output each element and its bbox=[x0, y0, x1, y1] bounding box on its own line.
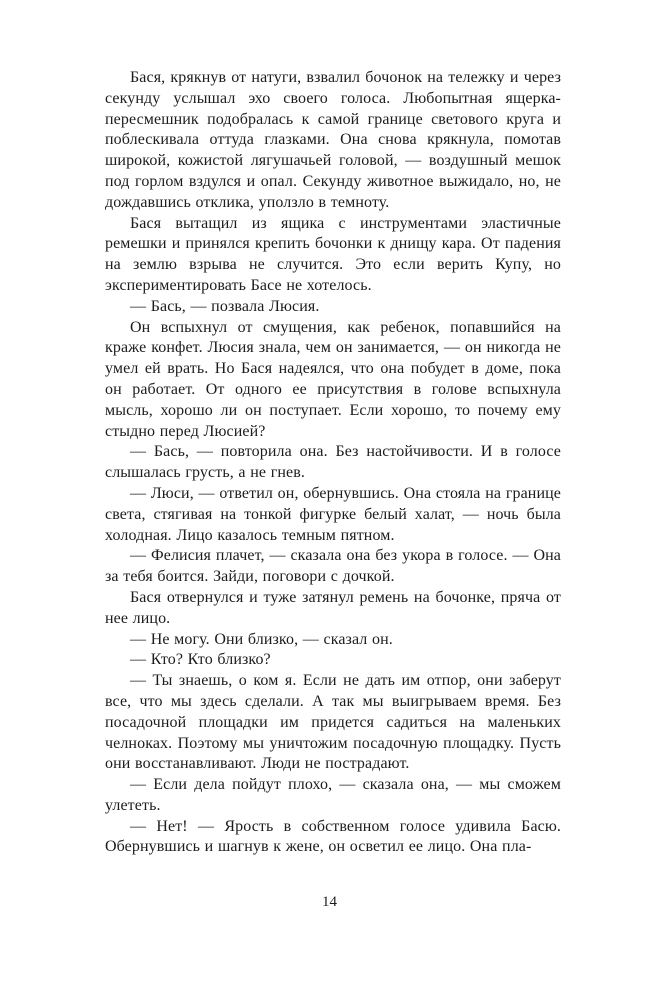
paragraph-dialogue: — Нет! — Ярость в собственном голосе удивила Басю. Обернувшись и шагнув к жене, он осветил ее лицо. Она пла- bbox=[105, 817, 561, 856]
paragraph-dialogue: — Ты знаешь, о ком я. Если не дать им отпор, они заберут все, что мы здесь сделали. А так мы выигрываем время. Без посадочной площадки им придется садиться на маленьких челноках. Поэтому мы уничтожим посадочную площадку. Пусть они восстанавливают. Люди не пострадают. bbox=[105, 672, 561, 773]
paragraph-dialogue: — Если дела пойдут плохо, — сказала она, — мы сможем улететь. bbox=[105, 776, 561, 814]
paragraph-dialogue: — Фелисия плачет, — сказала она без укора в голосе. — Она за тебя боится. Зайди, поговори с дочкой. bbox=[105, 547, 561, 586]
paragraph-dialogue: — Люси, — ответил он, обернувшись. Она стояла на границе света, стягивая на тонкой фигурке белый халат, — ночь была холодная. Лицо казалось темным пятном. bbox=[105, 484, 561, 544]
paragraph: Бася отвернулся и туже затянул ремень на бочонке, пряча от нее лицо. bbox=[105, 588, 561, 627]
page-number: 14 bbox=[322, 894, 337, 910]
text-block bbox=[105, 68, 561, 858]
paragraph-dialogue: — Бась, — позвала Люсия. bbox=[130, 297, 320, 315]
paragraph-dialogue: — Кто? Кто близко? bbox=[130, 651, 271, 669]
paragraph: Бася вытащил из ящика с инструментами эластичные ремешки и принялся крепить бочонки к днищу кара. От падения на землю взрыва не случится. Это если верить Купу, но экспериментировать Басе не хотелось. bbox=[105, 214, 561, 294]
paragraph: Бася, крякнув от натуги, взвалил бочонок на тележку и через секунду услышал эхо своего голоса. Любопытная ящерка-пересмешник подобралась к самой границе светового круга и поблескивала оттуда глазками. Она снова крякнула, помотав широкой, кожистой лягушачьей головой, — воздушный мешок под горлом вздулся и опал. Секунду животное выжидало, но, не дождавшись отклика, уползло в темноту. bbox=[105, 69, 561, 211]
paragraph-dialogue: — Не могу. Они близко, — сказал он. bbox=[130, 630, 393, 648]
paragraph-dialogue: — Бась, — повторила она. Без настойчивости. И в голосе слышалась грусть, а не гнев. bbox=[105, 443, 561, 482]
paragraph: Он вспыхнул от смущения, как ребенок, попавшийся на краже конфет. Люсия знала, чем он занимается, — он никогда не умел ей врать. Но Бася надеялся, что она побудет в доме, пока он работает. От одного ее присутствия в голове вспыхнула мысль, хорошо ли он поступает. Если хорошо, то почему ему стыдно перед Люсией? bbox=[105, 318, 561, 440]
